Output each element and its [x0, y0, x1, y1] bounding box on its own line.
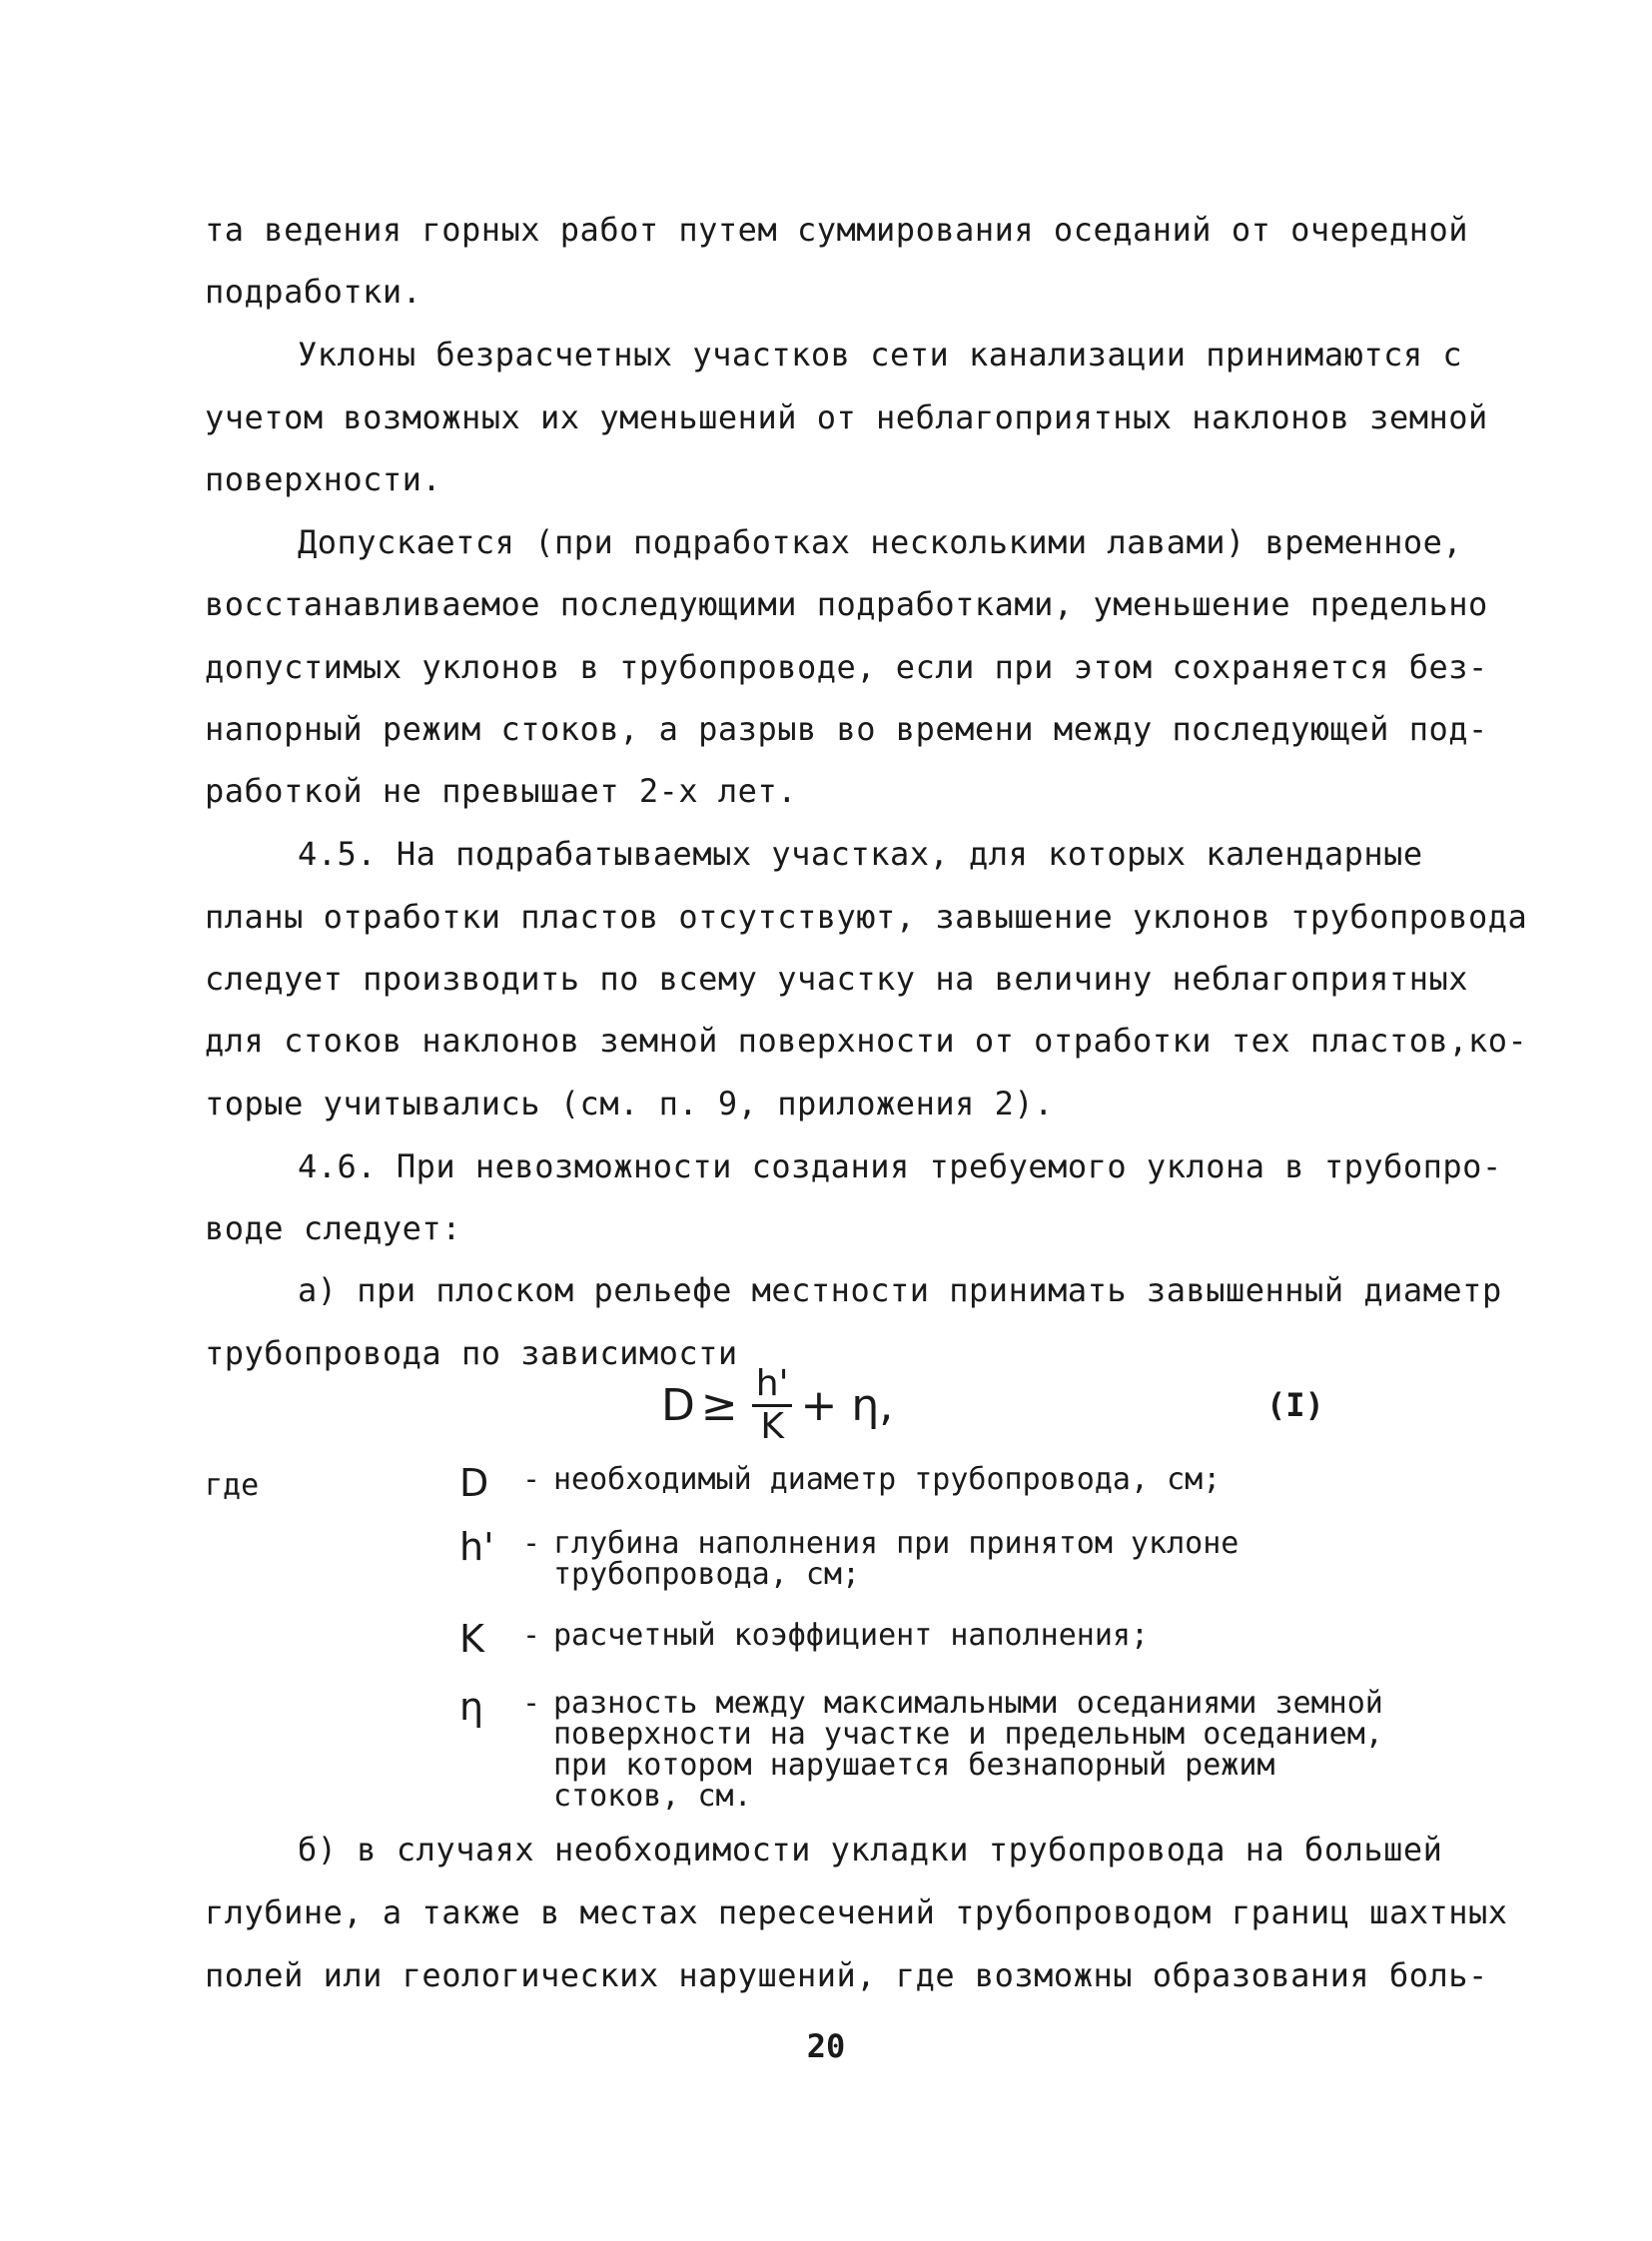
text-line: глубине, а также в местах пересечений трубопроводом границ шахтных [205, 1893, 1508, 1931]
text-line: напорный режим стоков, а разрыв во времени между последующей под- [205, 710, 1488, 748]
text-line: восстанавливаемое последующими подработками, уменьшение предельно [205, 585, 1488, 623]
text-line: для стоков наклонов земной поверхности от отработки тех пластов,ко- [205, 1022, 1528, 1060]
definition-symbol: K [459, 1617, 484, 1661]
formula [661, 1350, 893, 1460]
definition-text: глубина наполнения при принятом уклоне трубопровода, см; [553, 1526, 1239, 1592]
definition-text: разность между максимальными оседаниями земной поверхности на участке и предельным оседанием, при котором нарушается безнапорный режим стоков, см. [553, 1686, 1383, 1814]
where-label: где [205, 1468, 260, 1503]
definition-symbol: D [459, 1461, 489, 1505]
definition-dash: - [521, 1686, 541, 1721]
formula-tail: + η, [800, 1379, 894, 1431]
text-line: следует производить по всему участку на величину неблагоприятных [205, 960, 1468, 998]
definition-dash: - [521, 1526, 541, 1561]
text-line: поверхности. [205, 460, 442, 498]
text-line: полей или геологических нарушений, где возможны образования боль- [205, 1956, 1488, 1994]
text-line: воде следует: [205, 1209, 461, 1247]
formula-relation: ≥ [700, 1379, 738, 1431]
definition-item [459, 1461, 1438, 1505]
text-line: учетом возможных их уменьшений от неблагоприятных наклонов земной [205, 398, 1488, 436]
definition-text: необходимый диаметр трубопровода, см; [553, 1462, 1222, 1497]
equation-number: (I) [1266, 1386, 1324, 1424]
text-line: Допускается (при подработках несколькими лавами) временное, [298, 523, 1463, 561]
text-line: та ведения горных работ путем суммирования оседаний от очередной [205, 211, 1468, 249]
definition-dash: - [521, 1462, 541, 1497]
definition-text: расчетный коэффициент наполнения; [553, 1618, 1150, 1653]
text-line: допустимых уклонов в трубопроводе, если при этом сохраняется без- [205, 648, 1488, 686]
text-line: торые учитывались (см. п. 9, приложения 2). [205, 1085, 1054, 1122]
definition-item [459, 1617, 1438, 1661]
definition-symbol: h' [459, 1525, 494, 1569]
definition-item [459, 1525, 1438, 1592]
text-line: планы отработки пластов отсутствуют, завышение уклонов трубопровода [205, 898, 1528, 936]
text-line: 4.5. На подрабатываемых участках, для которых календарные [298, 835, 1423, 873]
definition-item [459, 1685, 1438, 1814]
text-line: Уклоны безрасчетных участков сети канализации принимаются с [298, 336, 1463, 374]
formula-lhs: D [661, 1379, 695, 1431]
definition-symbol: η [459, 1685, 484, 1729]
text-line: 4.6. При невозможности создания требуемого уклона в трубопро- [298, 1147, 1502, 1185]
formula-numerator: h' [752, 1364, 793, 1407]
text-line: подработки. [205, 273, 422, 311]
text-line: трубопровода по зависимости [205, 1334, 738, 1372]
text-line: б) в случаях необходимости укладки трубопровода на большей [298, 1831, 1443, 1868]
formula-denominator: K [760, 1405, 784, 1447]
text-line: работкой не превышает 2-х лет. [205, 772, 797, 810]
formula-fraction [752, 1364, 793, 1447]
text-line: а) при плоском рельефе местности принимать завышенный диаметр [298, 1271, 1502, 1309]
definition-dash: - [521, 1618, 541, 1653]
page-number: 20 [806, 2027, 846, 2065]
